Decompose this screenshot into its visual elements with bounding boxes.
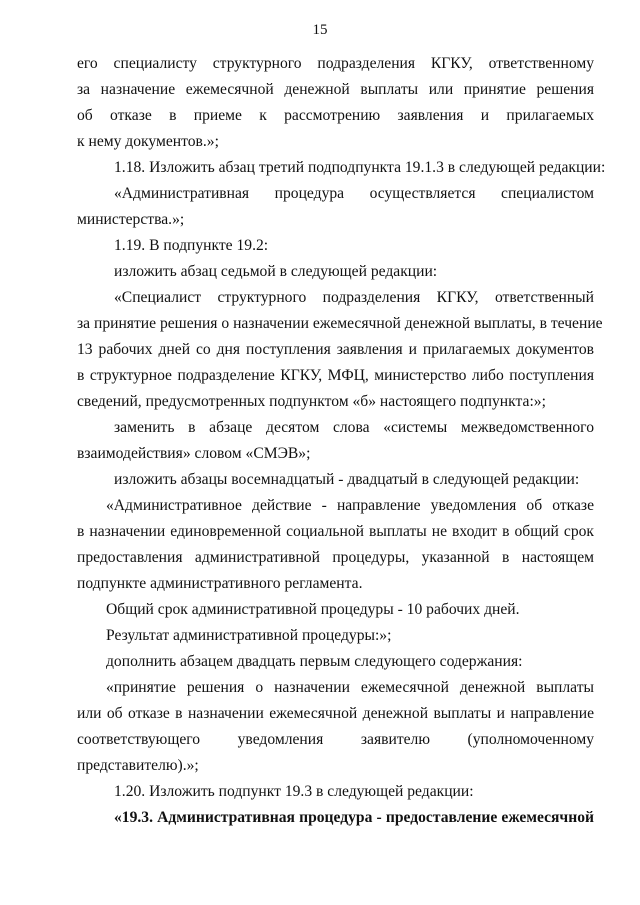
text-line-8: 1.19. В подпункте 19.2: (114, 237, 269, 254)
document-body (77, 51, 606, 831)
text-line-9: изложить абзац седьмой в следующей редакции: (114, 263, 438, 280)
text-line-7: министерства.»; (77, 211, 185, 228)
text-line-28: представителю).»; (77, 757, 199, 774)
text-line-17: изложить абзацы восемнадцатый - двадцатый в следующей редакции: (114, 471, 580, 488)
text-line-1: его специалисту структурного подразделения КГКУ, ответственному (77, 55, 594, 72)
text-line-4: к нему документов.»; (77, 133, 219, 150)
text-line-2: за назначение ежемесячной денежной выплаты или принятие решения (77, 81, 594, 98)
text-line-16: взаимодействия» словом «СМЭВ»; (77, 445, 311, 462)
text-line-21: подпункте административного регламента. (77, 575, 363, 592)
text-line-5: 1.18. Изложить абзац третий подподпункта 19.1.3 в следующей редакции: (114, 159, 606, 176)
text-line-12: 13 рабочих дней со дня поступления заявления и прилагаемых документов (77, 341, 594, 358)
text-line-6: «Административная процедура осуществляется специалистом (114, 185, 594, 202)
text-line-29: 1.20. Изложить подпункт 19.3 в следующей редакции: (114, 783, 474, 800)
text-line-3: об отказе в приеме к рассмотрению заявления и прилагаемых (77, 107, 594, 124)
text-line-10: «Специалист структурного подразделения КГКУ, ответственный (114, 289, 594, 306)
text-line-22: Общий срок административной процедуры - 10 рабочих дней. (106, 601, 520, 618)
text-line-19: в назначении единовременной социальной выплаты не входит в общий срок (77, 523, 594, 540)
text-line-27: соответствующего уведомления заявителю (уполномоченному (77, 731, 594, 748)
text-line-11: за принятие решения о назначении ежемесячной денежной выплаты, в течение (77, 315, 603, 332)
text-line-15: заменить в абзаце десятом слова «системы межведомственного (114, 419, 594, 436)
page-number: 15 (312, 22, 328, 38)
text-line-26: или об отказе в назначении ежемесячной денежной выплаты и направление (77, 705, 594, 722)
text-line-18: «Административное действие - направление уведомления об отказе (106, 497, 594, 514)
text-line-14: сведений, предусмотренных подпунктом «б» настоящего подпункта:»; (77, 393, 546, 410)
text-line-25: «принятие решения о назначении ежемесячной денежной выплаты (106, 679, 594, 696)
text-line-20: предоставления административной процедуры, указанной в настоящем (77, 549, 594, 566)
text-line-13: в структурное подразделение КГКУ, МФЦ, министерство либо поступления (77, 367, 594, 384)
text-line-30: «19.3. Административная процедура - предоставление ежемесячной (114, 809, 594, 826)
text-line-24: дополнить абзацем двадцать первым следующего содержания: (106, 653, 523, 670)
text-line-23: Результат административной процедуры:»; (106, 627, 392, 644)
